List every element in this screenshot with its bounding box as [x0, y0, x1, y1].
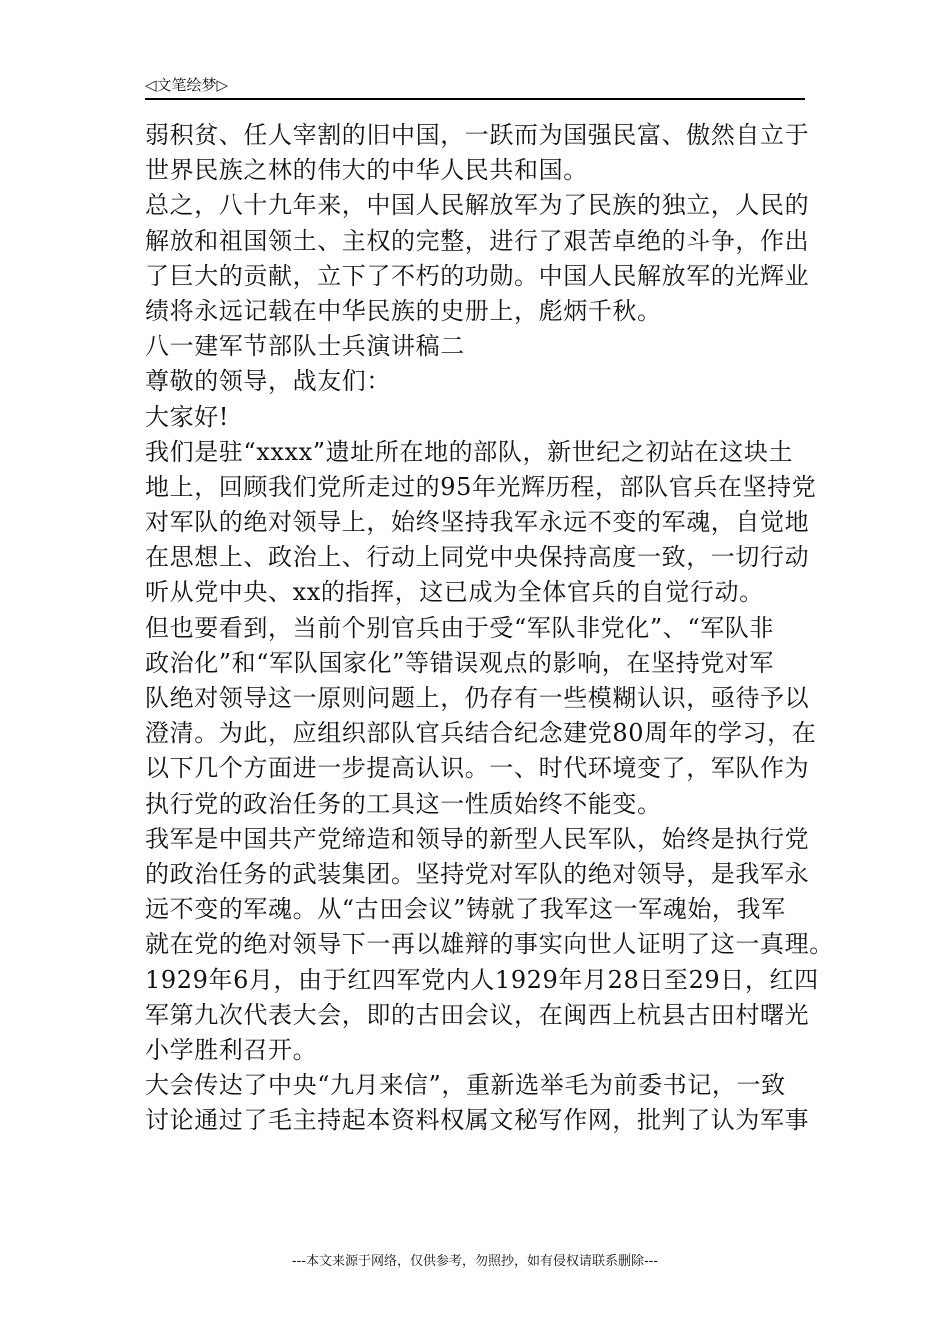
body-line: 但也要看到，当前个别官兵由于受“军队非党化”、“军队非 — [145, 613, 775, 642]
body-line: 地上，回顾我们党所走过的95年光辉历程，部队官兵在坚持党 — [145, 472, 817, 501]
page-header — [145, 72, 805, 100]
body-line: 了巨大的贡献，立下了不朽的功勋。中国人民解放军的光辉业 — [145, 261, 810, 290]
body-line: 远不变的军魂。从“古田会议”铸就了我军这一军魂始，我军 — [145, 895, 786, 924]
body-line: 以下几个方面进一步提高认识。一、时代环境变了，军队作为 — [145, 754, 810, 783]
body-line: 世界民族之林的伟大的中华人民共和国。 — [145, 156, 588, 185]
section-heading: 八一建军节部队士兵演讲稿二 — [145, 332, 465, 361]
body-line: 就在党的绝对领导下一再以雄辩的事实向世人证明了这一真理。 — [145, 930, 834, 959]
body-line: 总之，八十九年来，中国人民解放军为了民族的独立，人民的 — [145, 191, 810, 220]
body-line: 讨论通过了毛主持起本资料权属文秘写作网，批判了认为军事 — [145, 1106, 810, 1135]
body-line: 我们是驻“xxxx”遗址所在地的部队，新世纪之初站在这块土 — [145, 437, 794, 466]
body-line: 在思想上、政治上、行动上同党中央保持高度一致，一切行动 — [145, 543, 810, 572]
body-line: 军第九次代表大会，即的古田会议，在闽西上杭县古田村曙光 — [145, 1000, 810, 1029]
body-line: 大家好! — [145, 402, 230, 431]
body-line: 我军是中国共产党缔造和领导的新型人民军队，始终是执行党 — [145, 824, 810, 853]
body-line: 听从党中央、xx的指挥，这已成为全体官兵的自觉行动。 — [145, 578, 764, 607]
page-footer: ---本文来源于网络，仅供参考，勿照抄，如有侵权请联系删除--- — [291, 1254, 659, 1269]
document-body — [145, 118, 834, 1138]
body-line: 澄清。为此，应组织部队官兵结合纪念建党80周年的学习，在 — [145, 719, 817, 748]
header-title: ◁文笔绘梦▷ — [145, 76, 229, 94]
body-line: 队绝对领导这一原则问题上，仍存有一些模糊认识，亟待予以 — [145, 684, 810, 712]
body-line: 小学胜利召开。 — [145, 1035, 318, 1064]
body-line: 绩将永远记载在中华民族的史册上，彪炳千秋。 — [145, 296, 662, 325]
body-line: 对军队的绝对领导上，始终坚持我军永远不变的军魂，自觉地 — [145, 508, 810, 537]
body-line: 1929年6月，由于红四军党内人1929年月28日至29日，红四 — [145, 965, 819, 994]
body-line: 大会传达了中央“九月来信”，重新选举毛为前委书记，一致 — [145, 1071, 786, 1100]
body-line: 政治化”和“军队国家化”等错误观点的影响，在坚持党对军 — [145, 648, 775, 677]
body-line: 尊敬的领导，战友们： — [145, 367, 391, 396]
body-line: 的政治任务的武装集团。坚持党对军队的绝对领导，是我军永 — [145, 859, 810, 888]
body-line: 解放和祖国领土、主权的完整，进行了艰苦卓绝的斗争，作出 — [145, 226, 810, 255]
body-line: 弱积贫、任人宰割的旧中国，一跃而为国强民富、傲然自立于 — [145, 121, 810, 149]
body-line: 执行党的政治任务的工具这一性质始终不能变。 — [145, 789, 662, 818]
